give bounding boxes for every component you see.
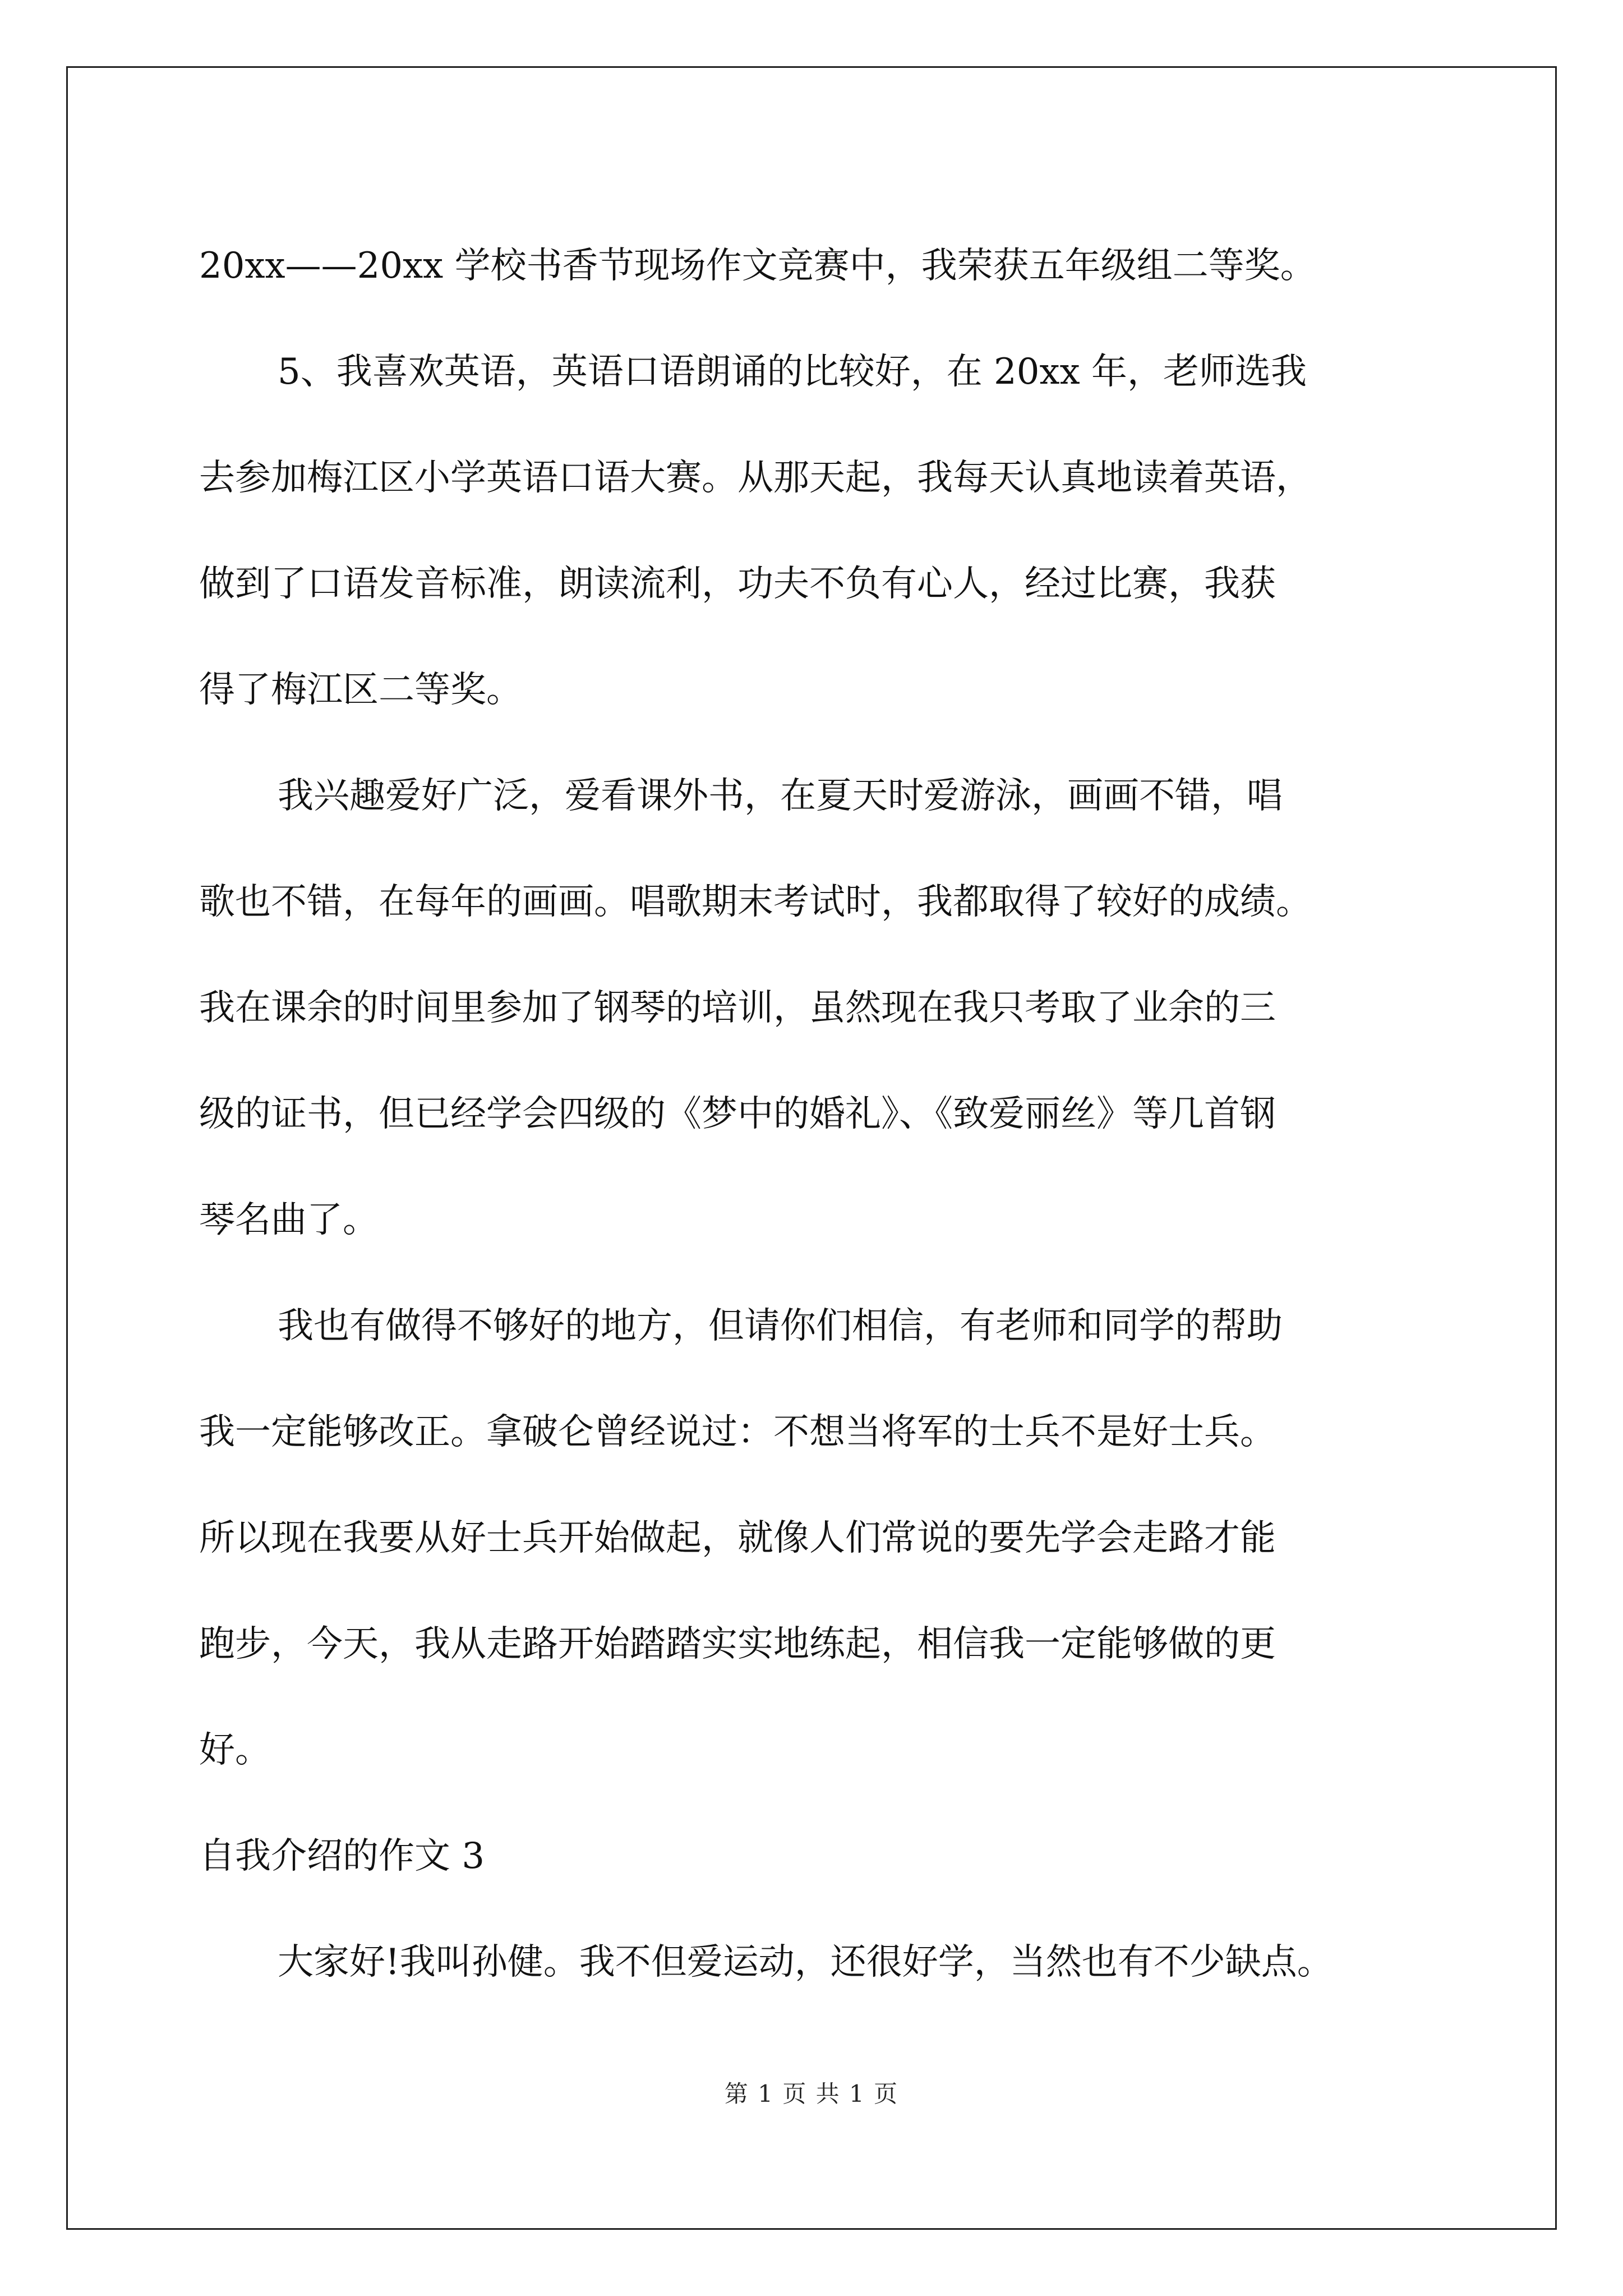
text-line: 级的证书，但已经学会四级的《梦中的婚礼》、《致爱丽丝》等几首钢: [199, 1093, 1276, 1135]
page-footer: 第 1 页 共 1 页: [724, 2080, 899, 2108]
text-line: 琴名曲了。: [199, 1199, 379, 1241]
text-line: 好。: [199, 1729, 271, 1771]
text-line: 我在课余的时间里参加了钢琴的培训，虽然现在我只考取了业余的三: [199, 987, 1276, 1029]
text-line: 大家好!我叫孙健。我不但爱运动，还很好学，当然也有不少缺点。: [278, 1941, 1333, 1983]
text-line: 去参加梅江区小学英语口语大赛。从那天起，我每天认真地读着英语，: [199, 457, 1312, 499]
text-line: 20xx——20xx 学校书香节现场作文竞赛中，我荣获五年级组二等奖。: [199, 245, 1316, 287]
text-line: 跑步，今天，我从走路开始踏踏实实地练起，相信我一定能够做的更: [199, 1623, 1276, 1665]
text-line: 做到了口语发音标准，朗读流利，功夫不负有心人，经过比赛，我获: [199, 563, 1276, 605]
text-line: 我一定能够改正。拿破仑曾经说过：不想当将军的士兵不是好士兵。: [199, 1411, 1276, 1453]
section-heading: 自我介绍的作文 3: [199, 1835, 485, 1877]
text-line: 得了梅江区二等奖。: [199, 669, 522, 711]
text-block: [199, 1910, 1433, 2016]
document-body: [199, 213, 1433, 2016]
text-block: [199, 213, 1433, 1803]
text-line: 我兴趣爱好广泛，爱看课外书，在夏天时爱游泳，画画不错，唱: [278, 775, 1283, 817]
text-line: 5、我喜欢英语，英语口语朗诵的比较好，在 20xx 年，老师选我: [278, 351, 1307, 393]
text-line: 歌也不错，在每年的画画。唱歌期末考试时，我都取得了较好的成绩。: [199, 881, 1312, 923]
text-line: 我也有做得不够好的地方，但请你们相信，有老师和同学的帮助: [278, 1305, 1283, 1347]
text-line: 所以现在我要从好士兵开始做起，就像人们常说的要先学会走路才能: [199, 1517, 1276, 1559]
